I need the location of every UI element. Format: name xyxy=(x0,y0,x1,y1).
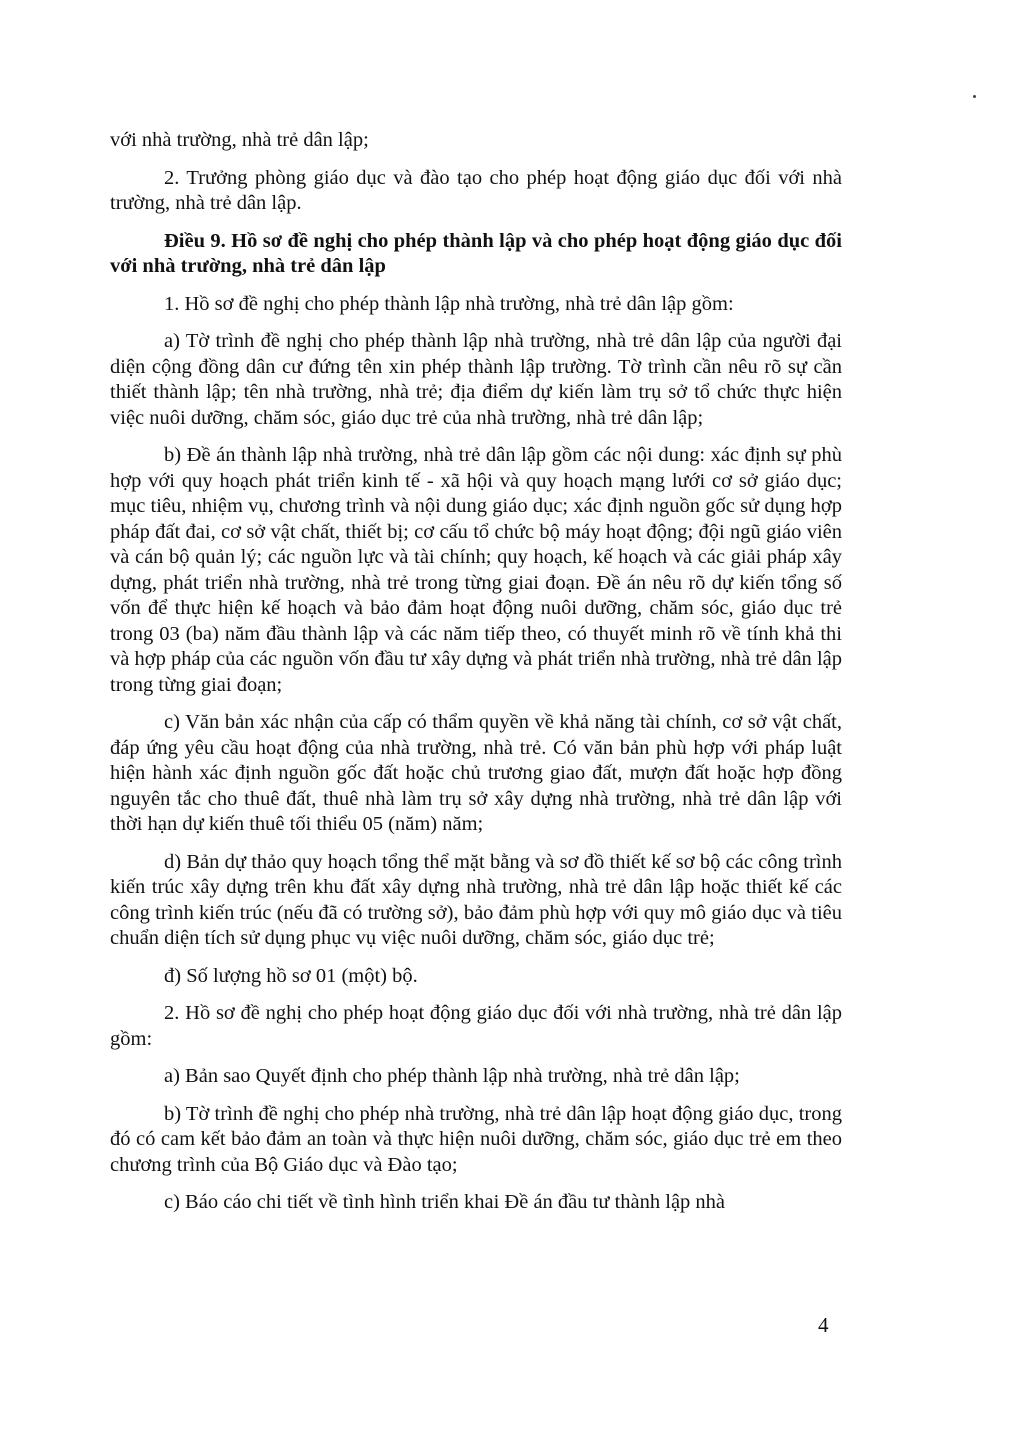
scan-speck xyxy=(973,95,976,98)
section-2-item-c: c) Báo cáo chi tiết về tình hình triển khai Đề án đầu tư thành lập nhà xyxy=(164,1191,726,1213)
section-2-item-a: a) Bản sao Quyết định cho phép thành lập nhà trường, nhà trẻ dân lập; xyxy=(164,1065,740,1087)
document-body xyxy=(110,128,842,1228)
page-number: 4 xyxy=(818,1313,829,1337)
section-2-item-b: b) Tờ trình đề nghị cho phép nhà trường, nhà trẻ dân lập hoạt động giáo dục, trong đó có cam kết bảo đảm an toàn và thực hiện nuôi dưỡng, chăm sóc, giáo dục trẻ em theo chương trình của Bộ Giáo dục và Đào tạo; xyxy=(110,1102,842,1176)
section-2-intro: 2. Hồ sơ đề nghị cho phép hoạt động giáo dục đối với nhà trường, nhà trẻ dân lập gồm: xyxy=(110,1002,842,1050)
section-1-item-dd: đ) Số lượng hồ sơ 01 (một) bộ. xyxy=(164,964,418,987)
continuation-line: với nhà trường, nhà trẻ dân lập; xyxy=(110,129,369,151)
item-2-paragraph: 2. Trưởng phòng giáo dục và đào tạo cho phép hoạt động giáo dục đối với nhà trường, nhà trẻ dân lập. xyxy=(110,166,842,214)
section-1-item-d: d) Bản dự thảo quy hoạch tổng thể mặt bằng và sơ đồ thiết kế sơ bộ các công trình kiến trúc xây dựng trên khu đất xây dựng nhà trường, nhà trẻ dân lập hoặc thiết kế các công trình kiến trúc (nếu đã có trường sở), bảo đảm phù hợp với quy mô giáo dục và tiêu chuẩn diện tích sử dụng phục vụ việc nuôi dưỡng, chăm sóc, giáo dục trẻ; xyxy=(110,850,842,949)
section-1-item-b: b) Đề án thành lập nhà trường, nhà trẻ dân lập gồm các nội dung: xác định sự phù hợp với quy hoạch phát triển kinh tế - xã hội và quy hoạch mạng lưới cơ sở giáo dục; mục tiêu, nhiệm vụ, chương trình và nội dung giáo dục; xác định nguồn gốc sử dụng hợp pháp đất đai, cơ sở vật chất, thiết bị; cơ cấu tổ chức bộ máy hoạt động; đội ngũ giáo viên và cán bộ quản lý; các nguồn lực và tài chính; quy hoạch, kế hoạch và các giải pháp xây dựng, phát triển nhà trường, nhà trẻ trong từng giai đoạn. Đề án nêu rõ dự kiến tổng số vốn để thực hiện kế hoạch và bảo đảm hoạt động nuôi dưỡng, chăm sóc, giáo dục trẻ trong 03 (ba) năm đầu thành lập và các năm tiếp theo, có thuyết minh rõ về tính khả thi và hợp pháp của các nguồn vốn đầu tư xây dựng và phát triển nhà trường, nhà trẻ dân lập trong từng giai đoạn; xyxy=(110,444,842,696)
section-1-item-c: c) Văn bản xác nhận của cấp có thẩm quyền về khả năng tài chính, cơ sở vật chất, đáp ứng yêu cầu hoạt động của nhà trường, nhà trẻ. Có văn bản phù hợp với pháp luật hiện hành xác định nguồn gốc đất hoặc chủ trương giao đất, mượn đất hoặc hợp đồng nguyên tắc cho thuê đất, thuê nhà làm trụ sở xây dựng nhà trường, nhà trẻ dân lập với thời hạn dự kiến thuê tối thiểu 05 (năm) năm; xyxy=(110,711,842,835)
section-1-item-a: a) Tờ trình đề nghị cho phép thành lập nhà trường, nhà trẻ dân lập của người đại diện cộng đồng dân cư đứng tên xin phép thành lập trường. Tờ trình cần nêu rõ sự cần thiết thành lập; tên nhà trường, nhà trẻ; địa điểm dự kiến làm trụ sở tổ chức thực hiện việc nuôi dưỡng, chăm sóc, giáo dục trẻ của nhà trường, nhà trẻ dân lập; xyxy=(110,330,842,429)
article-9-heading: Điều 9. Hồ sơ đề nghị cho phép thành lập và cho phép hoạt động giáo dục đối với nhà trường, nhà trẻ dân lập xyxy=(110,229,842,277)
section-1-intro: 1. Hồ sơ đề nghị cho phép thành lập nhà trường, nhà trẻ dân lập gồm: xyxy=(164,292,734,315)
